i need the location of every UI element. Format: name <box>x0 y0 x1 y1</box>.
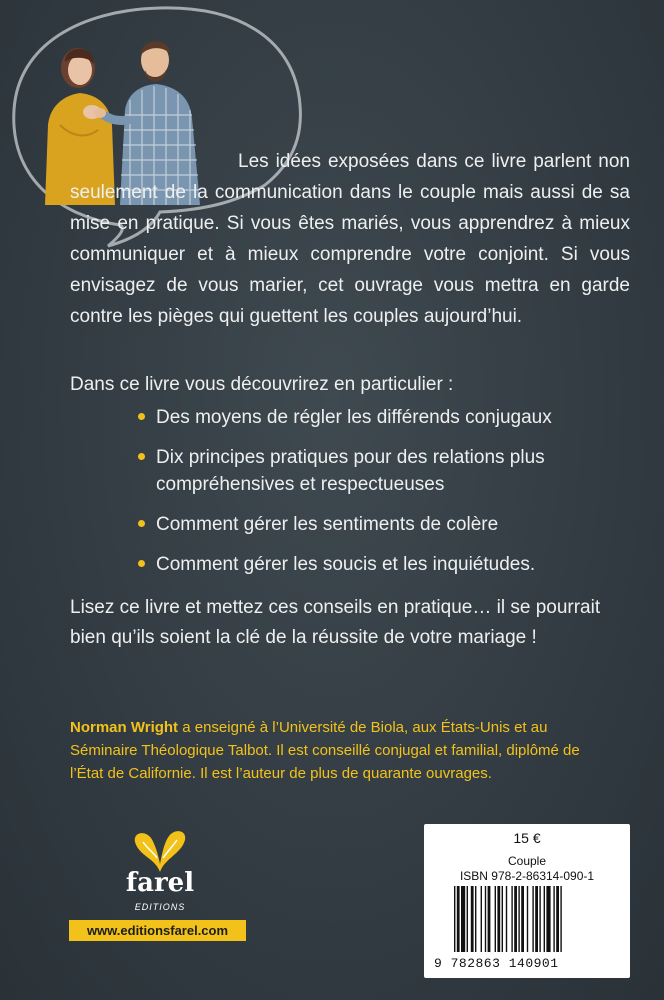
barcode-bar <box>553 886 554 952</box>
barcode-bar <box>471 886 474 952</box>
barcode-bar <box>544 886 545 952</box>
category: Couple <box>507 854 547 868</box>
barcode-bar <box>488 886 491 952</box>
barcode-bar <box>539 886 540 952</box>
list-intro: Dans ce livre vous découvrirez en particulier : <box>70 374 454 395</box>
list-item: Comment gérer les soucis et les inquiétudes. <box>138 551 638 578</box>
barcode-bar <box>454 886 455 952</box>
author-name: Norman Wright <box>70 719 179 736</box>
barcode-bar <box>481 886 482 952</box>
barcode-bar <box>532 886 533 952</box>
price: 15 € <box>513 830 541 846</box>
barcode-bar <box>485 886 486 952</box>
barcode-bar <box>497 886 500 952</box>
list-item: Dix principes pratiques pour des relations plus compréhensives et respectueuses <box>138 444 638 498</box>
author-bio-text: a enseigné à l’Université de Biola, aux États-Unis et au Séminaire Théologique Talbot. Il est conseillé conjugal et familial, diplômé de l’État de Californie. Il est l’auteur de plus de quarante ouvrages. <box>70 719 580 782</box>
barcode-bar <box>560 886 561 952</box>
barcode-bar <box>514 886 517 952</box>
barcode-bar <box>502 886 503 952</box>
publisher-subtitle: EDITIONS <box>134 902 186 912</box>
publisher-logo <box>125 828 195 920</box>
barcode-bar <box>495 886 496 952</box>
publisher-name: farel <box>125 868 195 898</box>
isbn: ISBN 978-2-86314-090-1 <box>459 869 595 883</box>
barcode-bar <box>518 886 519 952</box>
barcode-bar <box>527 886 528 952</box>
barcode-bar <box>521 886 524 952</box>
barcode-bar <box>511 886 512 952</box>
barcode-bar <box>461 886 465 952</box>
barcode <box>454 886 604 954</box>
publisher-website: www.editionsfarel.com <box>69 920 246 941</box>
list-item: Comment gérer les sentiments de colère <box>138 511 638 538</box>
barcode-bar <box>467 886 468 952</box>
list-item: Des moyens de régler les différends conjugaux <box>138 404 638 431</box>
closing-paragraph: Lisez ce livre et mettez ces conseils en pratique… il se pourrait bien qu’ils soient la clé de la réussite de votre mariage ! <box>70 597 601 648</box>
barcode-bar <box>535 886 538 952</box>
barcode-box <box>424 824 630 978</box>
barcode-bar <box>546 886 550 952</box>
ean-number: 9 782863 140901 <box>434 956 559 971</box>
barcode-bar <box>475 886 476 952</box>
barcode-bar <box>506 886 507 952</box>
barcode-bar <box>457 886 460 952</box>
author-bio <box>70 716 610 785</box>
intro-paragraph: Les idées exposées dans ce livre parlent non seulement de la communication dans le couple mais aussi de sa mise en pratique. Si vous êtes mariés, vous apprendrez à mieux communiquer et à mieux comprendre votre conjoint. Si vous envisagez de vous marier, cet ouvrage vous mettra en garde contre les pièges qui guettent les couples aujourd’hui. <box>70 151 630 327</box>
barcode-bar <box>556 886 559 952</box>
bullet-list <box>138 404 638 591</box>
